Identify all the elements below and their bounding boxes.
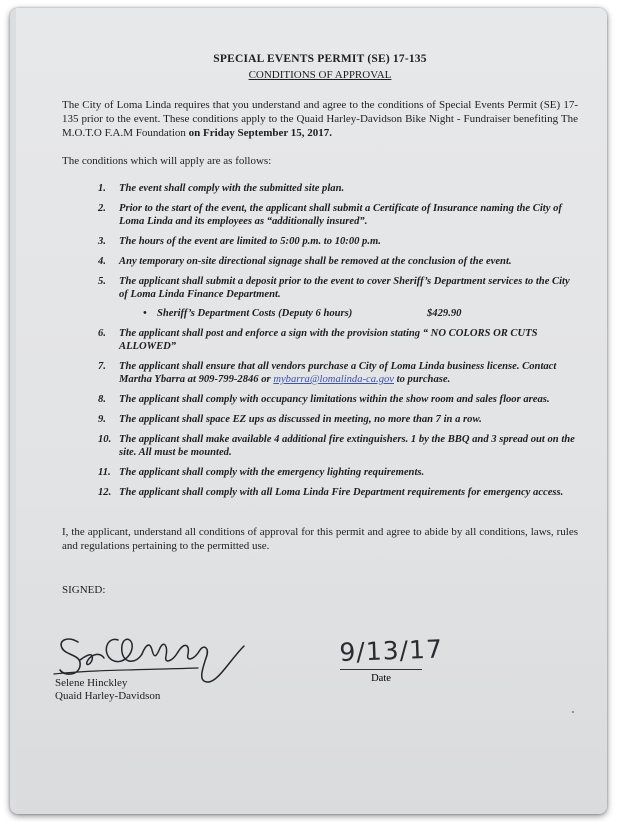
date-line bbox=[340, 669, 422, 670]
condition-item-11 bbox=[62, 466, 578, 479]
condition-text: Any temporary on-site directional signage shall be removed at the conclusion of the event. bbox=[119, 256, 512, 267]
condition-text: The hours of the event are limited to 5:00 p.m. to 10:00 p.m. bbox=[119, 236, 381, 247]
condition-text-end: to purchase. bbox=[394, 374, 451, 385]
signer-name: Selene Hinckley bbox=[55, 677, 128, 689]
condition-number: 4. bbox=[98, 256, 106, 267]
paper-speck bbox=[572, 711, 574, 713]
date-label: Date bbox=[371, 673, 391, 684]
condition-text: The applicant shall comply with the emergency lighting requirements. bbox=[119, 467, 425, 478]
condition-number: 3. bbox=[98, 236, 106, 247]
cost-amount: $429.90 bbox=[427, 308, 462, 319]
condition-text: Prior to the start of the event, the applicant shall submit a Certificate of Insurance naming the City of Loma Linda and its employees as “additionally insured”. bbox=[119, 203, 562, 227]
condition-text: The applicant shall space EZ ups as discussed in meeting, no more than 7 in a row. bbox=[119, 414, 482, 425]
condition-item-7 bbox=[62, 360, 578, 386]
condition-number: 2. bbox=[98, 203, 106, 214]
condition-number: 10. bbox=[98, 434, 112, 445]
condition-number: 11. bbox=[98, 467, 111, 478]
condition-item-9 bbox=[62, 413, 578, 426]
condition-item-12 bbox=[62, 486, 578, 499]
document-body bbox=[62, 52, 578, 597]
condition-text: The event shall comply with the submitted site plan. bbox=[119, 183, 345, 194]
condition-item-5 bbox=[62, 275, 578, 320]
intro-paragraph bbox=[62, 98, 578, 140]
conditions-list bbox=[62, 182, 578, 499]
condition-text: The applicant shall submit a deposit prior to the event to cover Sheriff’s Department services to the City of Loma Linda Finance Department. bbox=[119, 276, 570, 300]
condition-number: 8. bbox=[98, 394, 106, 405]
condition-number: 6. bbox=[98, 328, 106, 339]
cost-label: Sheriff’s Department Costs (Deputy 6 hours) bbox=[157, 308, 353, 319]
intro-text: The City of Loma Linda requires that you understand and agree to the conditions of Special Events Permit (SE) 17-135 prior to the event. These conditions apply to the Quaid Harley-Davidson Bike Night - Fundraiser benefiting The M.O.T.O F.A.M Foundation bbox=[62, 99, 578, 139]
condition-text: The applicant shall ensure that all vendors purchase a City of Loma Linda business license. Contact Martha Ybarra at 909-799-2846 or bbox=[119, 361, 557, 385]
conditions-lead-in: The conditions which will apply are as follows: bbox=[62, 155, 272, 167]
bullet-icon: • bbox=[143, 308, 147, 319]
condition-number: 1. bbox=[98, 183, 106, 194]
date-block bbox=[338, 634, 444, 684]
condition-number: 9. bbox=[98, 414, 106, 425]
email-link[interactable]: mybarra@lomalinda-ca.gov bbox=[273, 374, 394, 385]
condition-text: The applicant shall comply with all Loma Linda Fire Department requirements for emergency access. bbox=[119, 487, 564, 498]
acknowledgement-paragraph: I, the applicant, understand all conditions of approval for this permit and agree to abide by all conditions, laws, rules and regulations pertaining to the permitted use. bbox=[62, 526, 578, 552]
event-date: on Friday September 15, 2017. bbox=[188, 127, 333, 139]
document-subtitle: CONDITIONS OF APPROVAL bbox=[248, 69, 392, 81]
handwritten-date: 9/13/17 bbox=[338, 634, 444, 667]
condition-number: 7. bbox=[98, 361, 106, 372]
condition-text: The applicant shall post and enforce a sign with the provision stating “ NO COLORS OR CUTS ALLOWED” bbox=[119, 328, 538, 352]
condition-item-2 bbox=[62, 202, 578, 228]
signer-company: Quaid Harley-Davidson bbox=[55, 690, 161, 702]
signer-block bbox=[55, 677, 160, 703]
condition-item-1 bbox=[62, 182, 578, 195]
condition-number: 5. bbox=[98, 276, 106, 287]
condition-item-4 bbox=[62, 255, 578, 268]
condition-number: 12. bbox=[98, 487, 112, 498]
condition-item-3 bbox=[62, 235, 578, 248]
condition-item-6 bbox=[62, 327, 578, 353]
signed-label: SIGNED: bbox=[62, 584, 106, 596]
document-title: SPECIAL EVENTS PERMIT (SE) 17-135 bbox=[213, 53, 427, 65]
condition-item-8 bbox=[62, 393, 578, 406]
condition-item-10 bbox=[62, 433, 578, 459]
cost-line bbox=[143, 307, 578, 320]
condition-text: The applicant shall make available 4 additional fire extinguishers. 1 by the BBQ and 3 spread out on the site. All must be mounted. bbox=[119, 434, 575, 458]
condition-text: The applicant shall comply with occupancy limitations within the show room and sales floor areas. bbox=[119, 394, 550, 405]
